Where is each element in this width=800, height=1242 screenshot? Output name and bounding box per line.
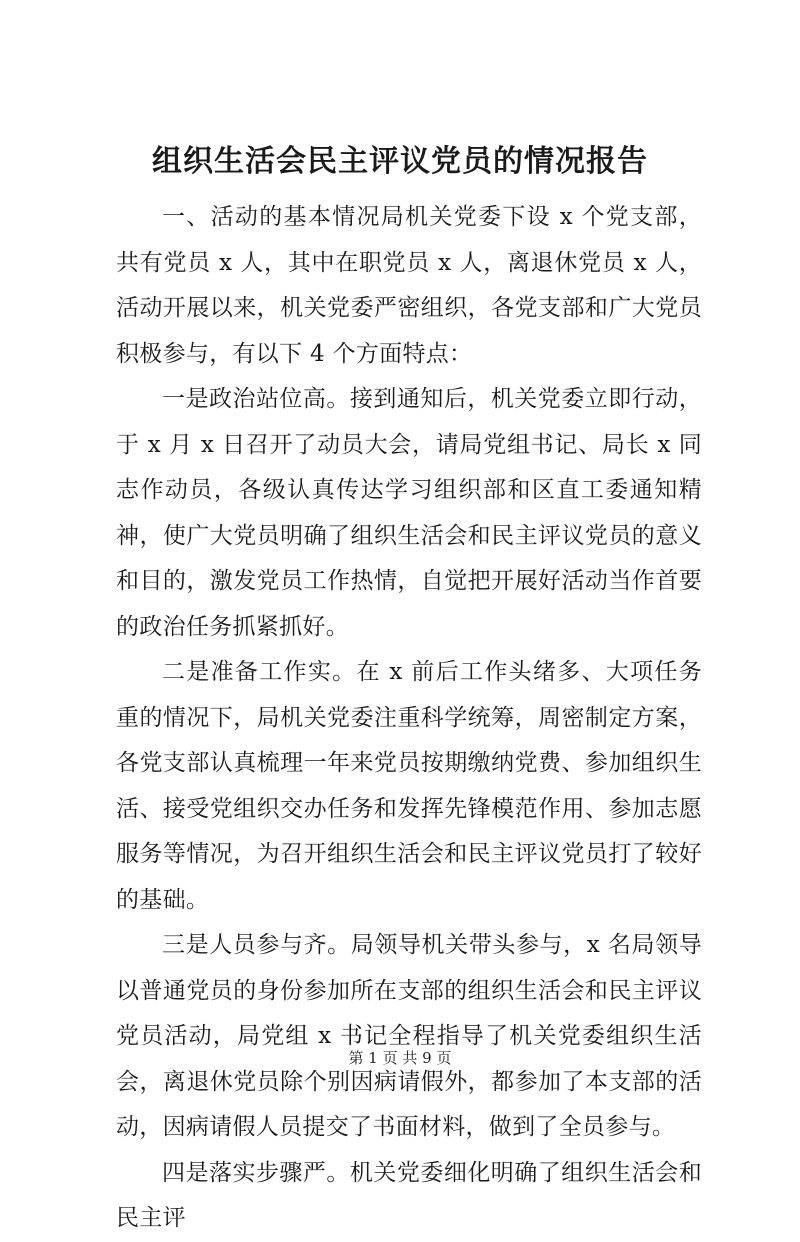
- page-number-footer: 第 1 页 共 9 页: [348, 1049, 452, 1067]
- document-title: 组织生活会民主评议党员的情况报告: [152, 144, 648, 179]
- paragraph-overview: 一、活动的基本情况局机关党委下设 x 个党支部，共有党员 x 人，其中在职党员 x 人，离退休党员 x 人，活动开展以来，机关党委严密组织，各党支部和广大党员积极参与，有以下 4 个方面特点：: [116, 204, 702, 367]
- paragraph-implementation: 四是落实步骤严。机关党委细化明确了组织生活会和民主评: [116, 1159, 702, 1231]
- paragraph-political-stance: 一是政治站位高。接到通知后，机关党委立即行动，于 x 月 x 日召开了动员大会，请局党组书记、局长 x 同志作动员，各级认真传达学习组织部和区直工委通知精神，使广大党员明确了组织生活会和民主评议党员的意义和目的，激发党员工作热情，自觉把开展好活动当作首要的政治任务抓紧抓好。: [116, 386, 702, 640]
- paragraph-participation: 三是人员参与齐。局领导机关带头参与，x 名局领导以普通党员的身份参加所在支部的组织生活会和民主评议党员活动，局党组 x 书记全程指导了机关党委组织生活会，离退休党员除个别因病请假外，都参加了本支部的活动，因病请假人员提交了书面材料，做到了全员参与。: [116, 932, 702, 1140]
- document-body: [116, 195, 702, 1242]
- paragraph-preparation: 二是准备工作实。在 x 前后工作头绪多、大项任务重的情况下，局机关党委注重科学统筹，周密制定方案，各党支部认真梳理一年来党员按期缴纳党费、参加组织生活、接受党组织交办任务和发挥先锋模范作用、参加志愿服务等情况，为召开组织生活会和民主评议党员打了较好的基础。: [116, 659, 702, 913]
